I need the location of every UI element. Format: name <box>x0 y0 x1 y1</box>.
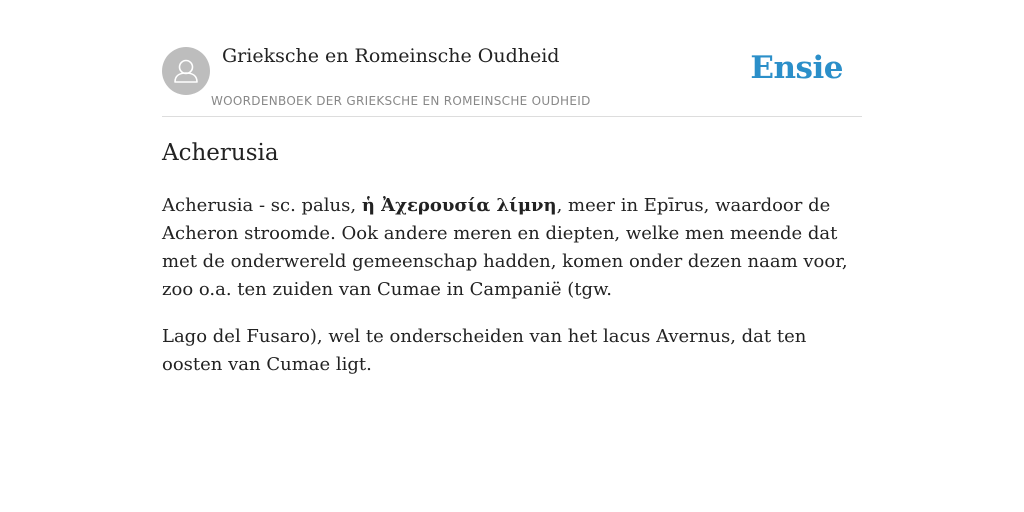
paragraph-1-rest: , meer in Epīrus, waardoor de Acheron stroomde. Ook andere meren en diepten, welke men meende dat met de onderwereld gemeenschap hadden, komen onder dezen naam voor, zoo o.a. ten zuiden van Cumae in Campanië (tgw. <box>162 195 848 300</box>
entry-title: Acherusia <box>162 140 279 166</box>
ensie-logo[interactable]: Ensie <box>750 50 843 86</box>
entry-body <box>162 192 862 398</box>
avatar[interactable] <box>162 47 210 95</box>
entry-paragraph-1 <box>162 192 862 304</box>
page <box>162 0 862 375</box>
source-subtitle: WOORDENBOEK DER GRIEKSCHE EN ROMEINSCHE OUDHEID <box>211 94 591 108</box>
header <box>162 0 862 117</box>
source-title-link[interactable]: Grieksche en Romeinsche Oudheid <box>222 45 560 67</box>
user-icon <box>162 47 210 95</box>
greek-term: ἡ Ἀχερουσία λίμνη <box>361 195 557 216</box>
paragraph-1-lead: Acherusia - sc. palus, <box>162 195 362 216</box>
entry-paragraph-2: Lago del Fusaro), wel te onderscheiden van het lacus Avernus, dat ten oosten van Cumae ligt. <box>162 326 807 375</box>
